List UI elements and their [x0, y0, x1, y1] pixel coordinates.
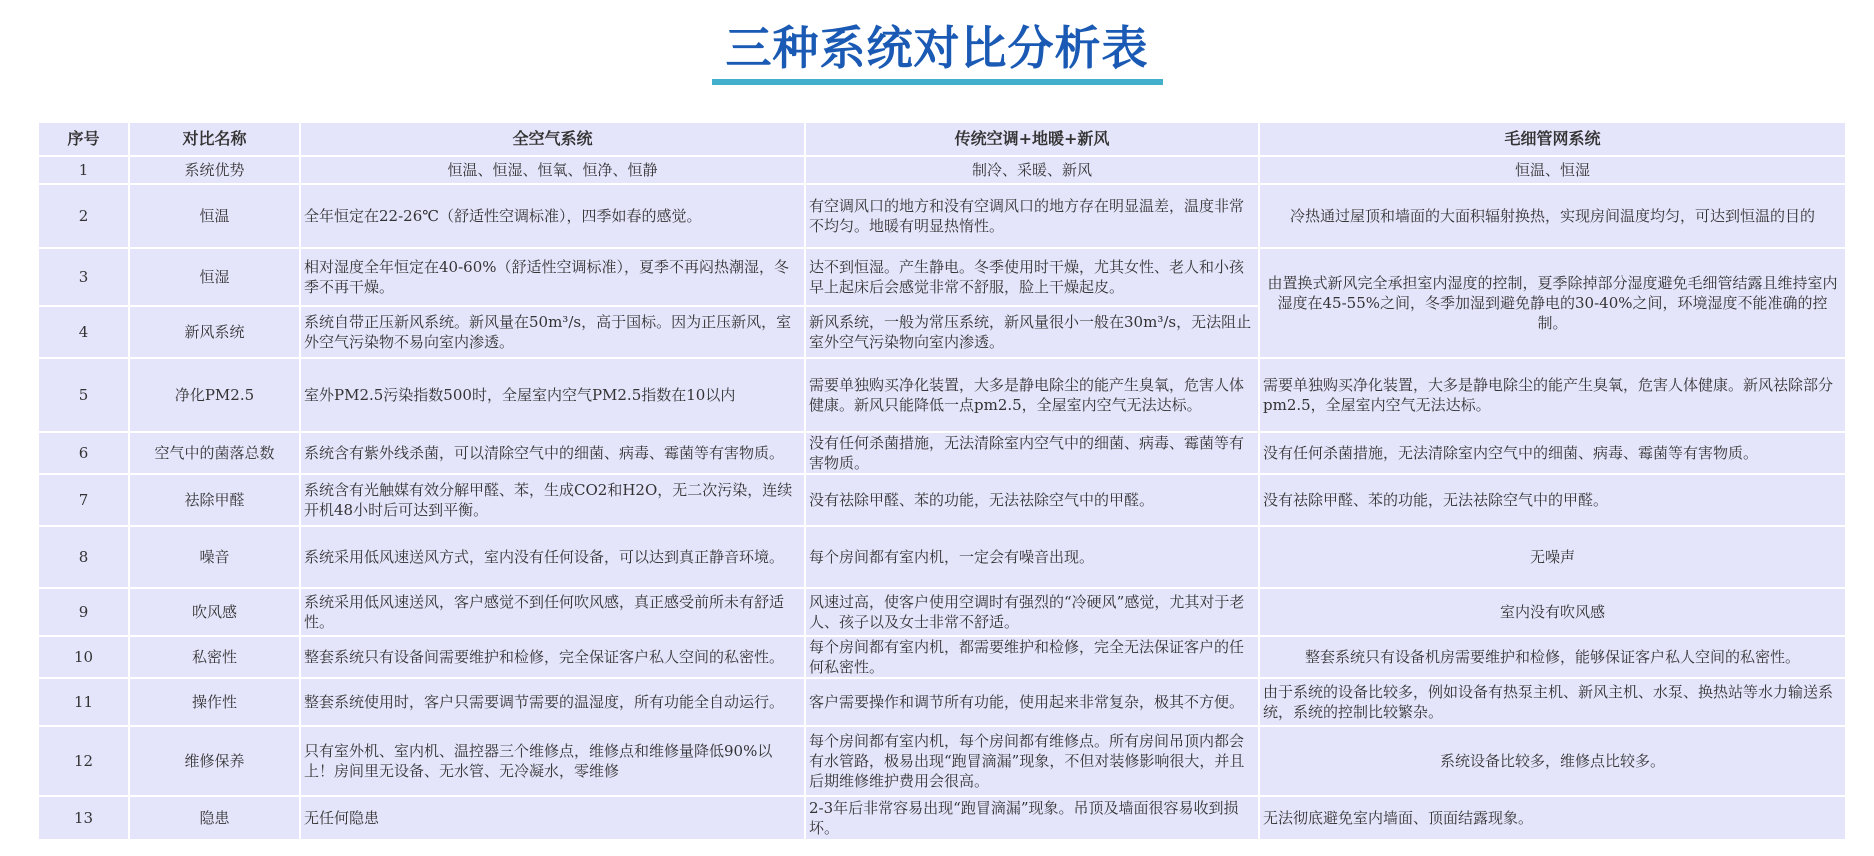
cell-name: 新风系统 — [129, 306, 300, 358]
cell-no: 6 — [38, 432, 129, 474]
cell-capillary: 无噪声 — [1259, 526, 1846, 588]
cell-capillary: 恒温、恒湿 — [1259, 156, 1846, 184]
header-capillary: 毛细管网系统 — [1259, 122, 1846, 156]
page-title: 三种系统对比分析表 — [712, 20, 1163, 85]
cell-no: 4 — [38, 306, 129, 358]
cell-capillary: 需要单独购买净化装置，大多是静电除尘的能产生臭氧，危害人体健康。新风祛除部分pm2.5，全屋室内空气无法达标。 — [1259, 358, 1846, 432]
table-row — [38, 796, 1846, 840]
cell-all-air: 系统采用低风速送风，客户感觉不到任何吹风感，真正感受前所未有舒适性。 — [300, 588, 805, 636]
cell-all-air: 系统含有光触媒有效分解甲醛、苯，生成CO2和H2O，无二次污染，连续开机48小时后可达到平衡。 — [300, 474, 805, 526]
cell-traditional: 有空调风口的地方和没有空调风口的地方存在明显温差，温度非常不均匀。地暖有明显热惰性。 — [805, 184, 1259, 248]
cell-no: 5 — [38, 358, 129, 432]
cell-all-air: 无任何隐患 — [300, 796, 805, 840]
cell-traditional: 风速过高，使客户使用空调时有强烈的“冷硬风”感觉，尤其对于老人、孩子以及女士非常不舒适。 — [805, 588, 1259, 636]
cell-traditional: 每个房间都有室内机，一定会有噪音出现。 — [805, 526, 1259, 588]
cell-name: 恒温 — [129, 184, 300, 248]
cell-capillary: 系统设备比较多，维修点比较多。 — [1259, 726, 1846, 796]
cell-no: 1 — [38, 156, 129, 184]
cell-no: 2 — [38, 184, 129, 248]
header-no: 序号 — [38, 122, 129, 156]
cell-no: 3 — [38, 248, 129, 306]
cell-name: 吹风感 — [129, 588, 300, 636]
table-header-row — [38, 122, 1846, 156]
title-area — [0, 20, 1874, 85]
cell-name: 隐患 — [129, 796, 300, 840]
cell-all-air: 全年恒定在22-26℃（舒适性空调标准），四季如春的感觉。 — [300, 184, 805, 248]
cell-capillary: 室内没有吹风感 — [1259, 588, 1846, 636]
cell-no: 9 — [38, 588, 129, 636]
table-row — [38, 184, 1846, 248]
cell-name: 净化PM2.5 — [129, 358, 300, 432]
cell-all-air: 室外PM2.5污染指数500时，全屋室内空气PM2.5指数在10以内 — [300, 358, 805, 432]
cell-all-air: 系统含有紫外线杀菌，可以清除空气中的细菌、病毒、霉菌等有害物质。 — [300, 432, 805, 474]
cell-traditional: 没有祛除甲醛、苯的功能，无法祛除空气中的甲醛。 — [805, 474, 1259, 526]
cell-all-air: 系统采用低风速送风方式，室内没有任何设备，可以达到真正静音环境。 — [300, 526, 805, 588]
cell-all-air: 相对湿度全年恒定在40-60%（舒适性空调标准），夏季不再闷热潮湿，冬季不再干燥。 — [300, 248, 805, 306]
table-row — [38, 636, 1846, 678]
cell-traditional: 达不到恒湿。产生静电。冬季使用时干燥，尤其女性、老人和小孩早上起床后会感觉非常不舒服，脸上干燥起皮。 — [805, 248, 1259, 306]
cell-capillary: 整套系统只有设备机房需要维护和检修，能够保证客户私人空间的私密性。 — [1259, 636, 1846, 678]
cell-capillary: 没有祛除甲醛、苯的功能，无法祛除空气中的甲醛。 — [1259, 474, 1846, 526]
table-row — [38, 588, 1846, 636]
table-row — [38, 726, 1846, 796]
cell-name: 噪音 — [129, 526, 300, 588]
table-row — [38, 156, 1846, 184]
cell-no: 11 — [38, 678, 129, 726]
cell-name: 恒湿 — [129, 248, 300, 306]
cell-traditional: 没有任何杀菌措施，无法清除室内空气中的细菌、病毒、霉菌等有害物质。 — [805, 432, 1259, 474]
cell-name: 维修保养 — [129, 726, 300, 796]
cell-no: 13 — [38, 796, 129, 840]
table-row — [38, 248, 1846, 306]
cell-capillary: 由于系统的设备比较多，例如设备有热泵主机、新风主机、水泵、换热站等水力输送系统，系统的控制比较繁杂。 — [1259, 678, 1846, 726]
header-all-air: 全空气系统 — [300, 122, 805, 156]
comparison-table — [37, 121, 1847, 841]
cell-all-air: 系统自带正压新风系统。新风量在50m³/s，高于国标。因为正压新风，室外空气污染物不易向室内渗透。 — [300, 306, 805, 358]
cell-no: 7 — [38, 474, 129, 526]
table-row — [38, 432, 1846, 474]
cell-no: 8 — [38, 526, 129, 588]
cell-name: 祛除甲醛 — [129, 474, 300, 526]
header-traditional: 传统空调+地暖+新风 — [805, 122, 1259, 156]
cell-traditional: 客户需要操作和调节所有功能，使用起来非常复杂，极其不方便。 — [805, 678, 1259, 726]
table-row — [38, 474, 1846, 526]
table-row — [38, 678, 1846, 726]
cell-traditional: 制冷、采暖、新风 — [805, 156, 1259, 184]
cell-name: 系统优势 — [129, 156, 300, 184]
cell-name: 私密性 — [129, 636, 300, 678]
cell-traditional: 2-3年后非常容易出现“跑冒滴漏”现象。吊顶及墙面很容易收到损坏。 — [805, 796, 1259, 840]
cell-capillary: 没有任何杀菌措施，无法清除室内空气中的细菌、病毒、霉菌等有害物质。 — [1259, 432, 1846, 474]
cell-all-air: 整套系统只有设备间需要维护和检修，完全保证客户私人空间的私密性。 — [300, 636, 805, 678]
table-row — [38, 526, 1846, 588]
header-name: 对比名称 — [129, 122, 300, 156]
table-row — [38, 358, 1846, 432]
cell-no: 10 — [38, 636, 129, 678]
cell-all-air: 恒温、恒湿、恒氧、恒净、恒静 — [300, 156, 805, 184]
cell-no: 12 — [38, 726, 129, 796]
cell-name: 空气中的菌落总数 — [129, 432, 300, 474]
cell-all-air: 只有室外机、室内机、温控器三个维修点，维修点和维修量降低90%以上！房间里无设备、无水管、无冷凝水，零维修 — [300, 726, 805, 796]
cell-capillary: 由置换式新风完全承担室内湿度的控制，夏季除掉部分湿度避免毛细管结露且维持室内湿度在45-55%之间，冬季加湿到避免静电的30-40%之间，环境湿度不能准确的控制。 — [1259, 248, 1846, 358]
cell-traditional: 每个房间都有室内机，每个房间都有维修点。所有房间吊顶内都会有水管路，极易出现“跑冒滴漏”现象，不但对装修影响很大，并且后期维修维护费用会很高。 — [805, 726, 1259, 796]
cell-capillary: 无法彻底避免室内墙面、顶面结露现象。 — [1259, 796, 1846, 840]
cell-traditional: 每个房间都有室内机，都需要维护和检修，完全无法保证客户的任何私密性。 — [805, 636, 1259, 678]
cell-traditional: 新风系统，一般为常压系统，新风量很小一般在30m³/s，无法阻止室外空气污染物向室内渗透。 — [805, 306, 1259, 358]
cell-traditional: 需要单独购买净化装置，大多是静电除尘的能产生臭氧，危害人体健康。新风只能降低一点pm2.5，全屋室内空气无法达标。 — [805, 358, 1259, 432]
cell-all-air: 整套系统使用时，客户只需要调节需要的温湿度，所有功能全自动运行。 — [300, 678, 805, 726]
cell-capillary: 冷热通过屋顶和墙面的大面积辐射换热，实现房间温度均匀，可达到恒温的目的 — [1259, 184, 1846, 248]
cell-name: 操作性 — [129, 678, 300, 726]
